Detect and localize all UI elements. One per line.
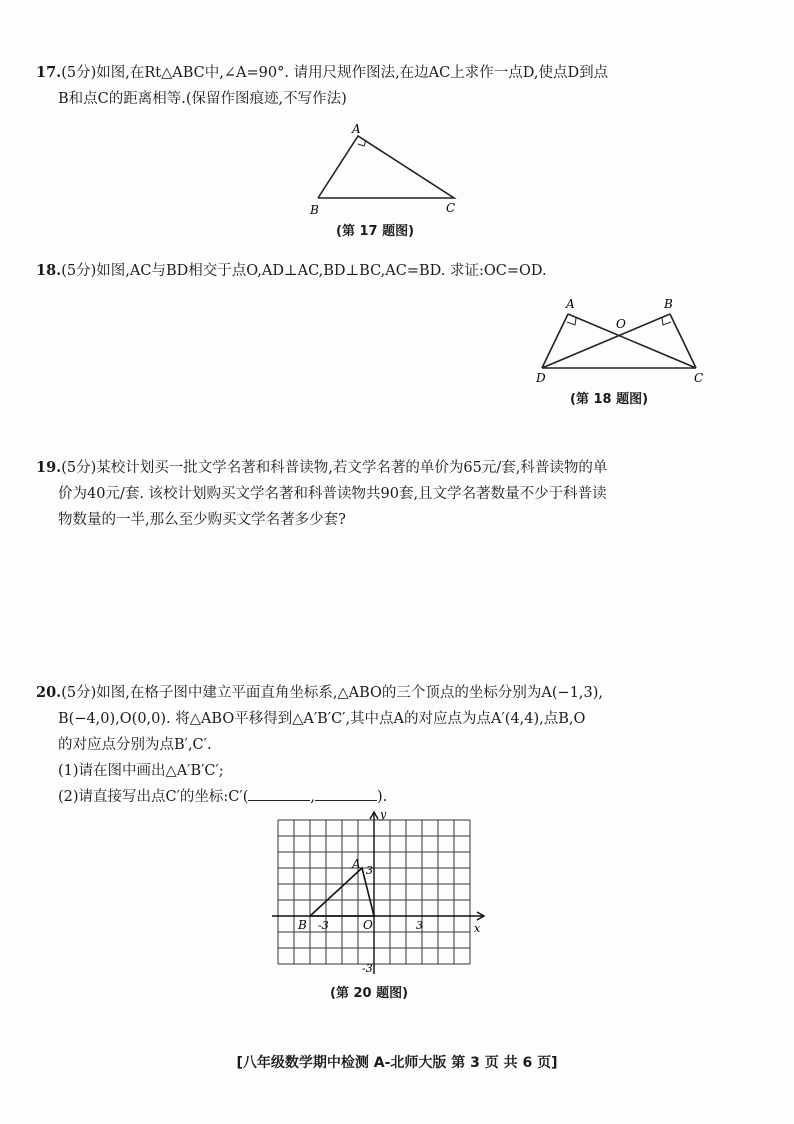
vertex-label-b: B [664, 297, 673, 311]
question-part-2-suffix: ). [376, 789, 388, 805]
page-footer: [八年级数学期中检测 A-北师大版 第 3 页 共 6 页] [236, 1055, 558, 1071]
tick-label-y-3: 3 [366, 864, 373, 877]
question-part-2-prefix: (2)请直接写出点C′的坐标:C′( [58, 789, 249, 805]
question-text-line: (5分)某校计划买一批文学名著和科普读物,若文学名著的单价为65元/套,科普读物的单 [61, 460, 608, 476]
question-part-2-separator: , [310, 789, 315, 805]
vertex-label-c: C [694, 371, 704, 384]
question-number: 17. [36, 64, 62, 81]
vertex-label-d: D [536, 371, 546, 384]
question-number: 19. [36, 459, 62, 476]
question-18 [36, 258, 736, 284]
answer-blank-x[interactable] [248, 784, 310, 801]
point-label-o: O [363, 918, 373, 932]
tick-label-y-neg3: -3 [362, 962, 373, 975]
tick-label-x-neg3: -3 [318, 919, 329, 932]
question-17 [36, 60, 736, 112]
figure-20-coordinate-grid [266, 808, 492, 980]
figure-17-caption: (第 17 题图) [336, 224, 415, 239]
vertex-label-c: C [446, 201, 456, 215]
axis-label-x: x [474, 922, 481, 935]
question-20 [36, 680, 736, 810]
point-label-a: A [352, 857, 361, 871]
question-text-line: 价为40元/套. 该校计划购买文学名著和科普读物共90套,且文学名著数量不少于科普读 [58, 486, 607, 502]
answer-blank-y[interactable] [315, 784, 377, 801]
question-text-line: (5分)如图,在Rt△ABC中,∠A=90°. 请用尺规作图法,在边AC上求作一点D,使点D到点 [61, 65, 609, 81]
question-text-line: B(−4,0),O(0,0). 将△ABO平移得到△A′B′C′,其中点A的对应点为点A′(4,4),点B,O [58, 711, 586, 727]
question-number: 18. [36, 262, 62, 279]
vertex-label-o: O [616, 317, 626, 331]
question-19 [36, 455, 736, 533]
vertex-label-b: B [310, 203, 319, 217]
figure-18-caption: (第 18 题图) [570, 392, 649, 407]
question-text-line: 的对应点分别为点B′,C′. [58, 737, 212, 753]
axis-label-y: y [380, 808, 387, 821]
question-number: 20. [36, 684, 62, 701]
question-text-line: (5分)如图,AC与BD相交于点O,AD⊥AC,BD⊥BC,AC=BD. 求证:OC=OD. [61, 263, 547, 279]
question-part-1: (1)请在图中画出△A′B′C′; [58, 763, 224, 779]
question-text-line: (5分)如图,在格子图中建立平面直角坐标系,△ABO的三个顶点的坐标分别为A(−1,3), [61, 685, 604, 701]
vertex-label-a: A [352, 122, 361, 136]
question-text-line: B和点C的距离相等.(保留作图痕迹,不写作法) [58, 91, 347, 107]
vertex-label-a: A [566, 297, 575, 311]
figure-17-triangle [300, 120, 470, 220]
figure-20-caption: (第 20 题图) [330, 986, 409, 1001]
point-label-b: B [298, 918, 307, 932]
figure-18-crossed-triangles [530, 292, 710, 384]
question-text-line: 物数量的一半,那么至少购买文学名著多少套? [58, 512, 346, 528]
tick-label-x-3: 3 [416, 919, 423, 932]
